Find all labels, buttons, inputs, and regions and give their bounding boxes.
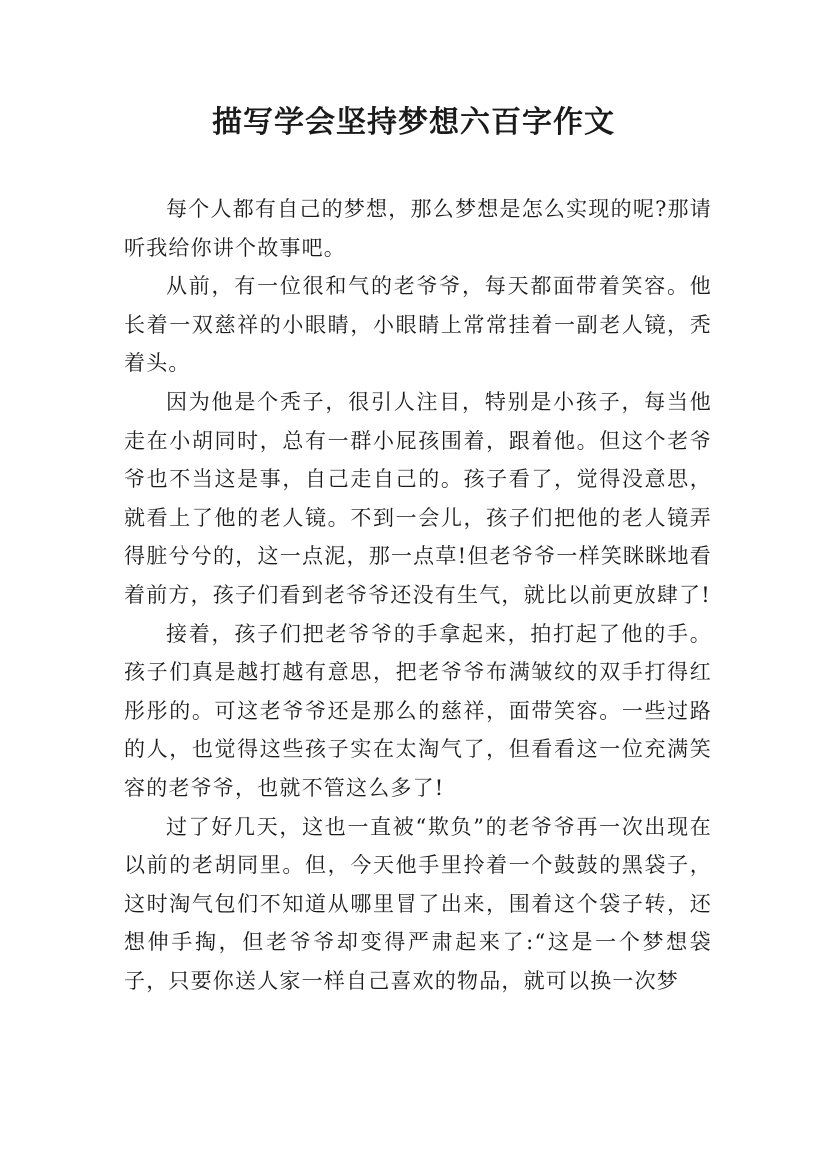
paragraph-5: 过了好几天，这也一直被“欺负”的老爷爷再一次出现在以前的老胡同里。但，今天他手里拎着一个鼓鼓的黑袋子，这时淘气包们不知道从哪里冒了出来，围着这个袋子转，还想伸手掏，但老爷爷却变得严肃起来了:“这是一个梦想袋子，只要你送人家一样自己喜欢的物品，就可以换一次梦 [124,814,712,993]
document-body [124,190,712,1000]
paragraph-1: 每个人都有自己的梦想，那么梦想是怎么实现的呢?那请听我给你讲个故事吧。 [124,197,712,260]
paragraph-4: 接着，孩子们把老爷爷的手拿起来，拍打起了他的手。孩子们真是越打越有意思，把老爷爷布满皱纹的双手打得红彤彤的。可这老爷爷还是那么的慈祥，面带笑容。一些过路的人，也觉得这些孩子实在太淘气了，但看看这一位充满笑容的老爷爷，也就不管这么多了! [124,621,712,800]
paragraph-3: 因为他是个秃子，很引人注目，特别是小孩子，每当他走在小胡同时，总有一群小屁孩围着，跟着他。但这个老爷爷也不当这是事，自己走自己的。孩子看了，觉得没意思，就看上了他的老人镜。不到一会儿，孩子们把他的老人镜弄得脏兮兮的，这一点泥，那一点草!但老爷爷一样笑眯眯地看着前方，孩子们看到老爷爷还没有生气，就比以前更放肆了! [124,389,712,607]
paragraph-2: 从前，有一位很和气的老爷爷，每天都面带着笑容。他长着一双慈祥的小眼睛，小眼睛上常常挂着一副老人镜，秃着头。 [124,274,712,376]
document-title: 描写学会坚持梦想六百字作文 [212,105,615,140]
